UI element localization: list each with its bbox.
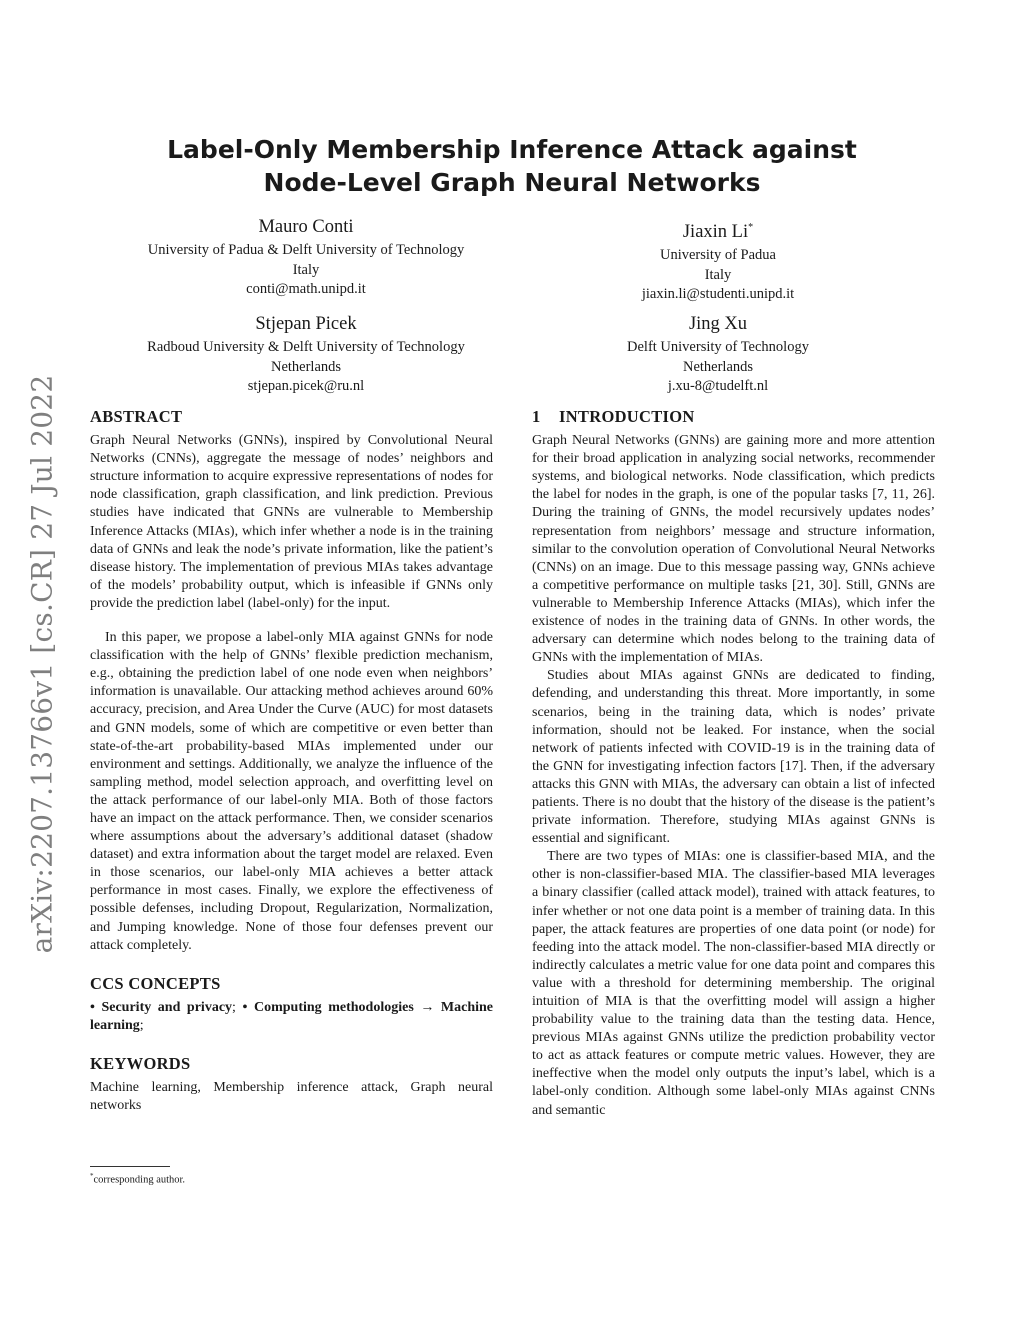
- ccs-concepts: [90, 999, 493, 1035]
- keywords-text: Machine learning, Membership inference attack, Graph neural networks: [90, 1080, 493, 1114]
- author-name: Stjepan Picek: [255, 314, 357, 334]
- right-column: [532, 408, 935, 1120]
- arxiv-id: arXiv:2207.13766v1 [cs.CR] 27 Jul 2022: [25, 374, 59, 954]
- intro-paragraph-3: There are two types of MIAs: one is classifier-based MIA, and the other is non-classifier-based MIA. The classifier-based MIA leverages a binary classifier (called attack model), trained with attack features, to infer whether or not one data point is a member of training data. In this paper, the attack features are properties of one data point (or node) for feeding into the attack model. The non-classifier-based MIA directly or indirectly calculates a metric value for one data point and compares this value with a threshold for determining membership. The original intuition of MIA is that the overfitting model will assign a higher probability value to the training data than the testing data. Hence, previous MIAs against GNNs utilize the prediction probability vector to act as attack features or compute metric values. However, they are ineffective when the model only outputs the input’s label, which is a label-only condition. Although some label-only MIAs against CNNs and semantic: [532, 849, 935, 1118]
- author-country: Netherlands: [270, 358, 342, 375]
- author-name: [498, 216, 938, 244]
- corresponding-author-mark: *: [748, 222, 754, 233]
- abstract-paragraph-1: Graph Neural Networks (GNNs), inspired by Convolutional Neural Networks (CNNs), aggregate the message of nodes’ neighbors and structure information to acquire expressive representations of nodes for node classification, graph classification, and link prediction. Previous studies have indicated that GNNs are vulnerable to Membership Inference Attacks (MIAs), which infer whether a node is in the training data of GNNs and leak the node’s private information, like the patient’s disease history. The implementation of previous MIAs takes advantage of the models’ probability output, which is infeasible if GNNs only provide the prediction label (label-only) for the input.: [90, 433, 493, 611]
- author-affiliation: Radboud University & Delft University of Technology: [147, 339, 465, 355]
- intro-paragraph-1: Graph Neural Networks (GNNs) are gaining more and more attention for their broad application in analyzing social networks, recommender systems, and biological networks. Node classification, which predicts the label for nodes in the graph, is one of the popular tasks [7, 11, 26]. During the training of GNNs, the model recursively updates nodes’ representation from neighbors’ message and structure information, similar to the convolution operation of Convolutional Neural Networks (CNNs) on an image. Due to this message passing way, GNNs achieve a competitive performance on multiple tasks [21, 30]. Still, GNNs are vulnerable to Membership Inference Attacks (MIAs), which infer the existence of nodes in the training data of GNNs. In other words, the adversary can determine which nodes belong to the training data of GNNs with the implementation of MIAs.: [532, 433, 935, 666]
- footnote-text: corresponding author.: [93, 1174, 186, 1186]
- author-affiliation: Delft University of Technology: [627, 339, 809, 355]
- author-name: Jing Xu: [688, 314, 748, 334]
- author-email: j.xu-8@tudelft.nl: [667, 378, 769, 394]
- paper-title: [0, 133, 1024, 199]
- footnote-mark: *: [90, 1172, 94, 1180]
- author-block-conti: [86, 216, 526, 300]
- intro-paragraph-2: Studies about MIAs against GNNs are dedicated to finding, defending, and understanding this threat. More importantly, in some scenarios, being in the training data, which is nodes’ private information, should not be leaked. For instance, when the social network of patients infected with COVID-19 is in the training data of the GNN for investigating infection factors [17]. Then, if the adversary attacks this GNN with MIAs, the adversary can obtain a list of infected patients. There is no doubt that the history of the disease is the patient’s private information. Therefore, studying MIAs against GNNs is essential and significant.: [532, 668, 935, 847]
- author-block-picek: [86, 313, 526, 397]
- author-country: Italy: [292, 261, 320, 278]
- introduction-heading: [532, 408, 935, 426]
- author-country: Italy: [704, 266, 732, 283]
- footnote-rule: [90, 1166, 170, 1167]
- title-line-1: Label-Only Membership Inference Attack against: [167, 135, 857, 164]
- keywords-heading: KEYWORDS: [90, 1054, 191, 1073]
- left-column: [90, 408, 493, 1115]
- ccs-heading: CCS CONCEPTS: [90, 973, 221, 993]
- ccs-security-privacy: • Security and privacy: [90, 999, 233, 1015]
- author-name-text: Jiaxin Li: [682, 222, 749, 243]
- ccs-computing-methodologies: • Computing methodologies → Machine learning: [90, 999, 494, 1033]
- footnote: [90, 1172, 185, 1186]
- author-block-xu: [498, 313, 938, 397]
- author-affiliation: University of Padua: [660, 247, 776, 264]
- ccs-separator: ;: [232, 999, 243, 1015]
- author-block-li: [498, 216, 938, 305]
- abstract-paragraph-2: In this paper, we propose a label-only MIA against GNNs for node classification with the help of GNNs’ flexible prediction mechanism, e.g., obtaining the prediction label of one node even when neighbors’ information is unavailable. Our attacking method achieves around 60% accuracy, precision, and Area Under the Curve (AUC) for most datasets and GNN models, some of which are competitive or even better than state-of-the-art probability-based MIAs implemented under our environment and settings. Additionally, we analyze the influence of the sampling method, model selection approach, and overfitting level on the attack performance of our label-only MIA. Both of those factors have an impact on the attack performance. Then, we consider scenarios where assumptions about the adversary’s additional dataset (shadow dataset) and extra information about the target model are relaxed. Even in those scenarios, our label-only MIA achieves a better attack performance in most cases. Finally, we explore the effectiveness of possible defenses, including Dropout, Regularization, Normalization, and Jumping knowledge. None of those four defenses prevent our attack completely.: [90, 630, 493, 953]
- ccs-end: ;: [139, 1017, 144, 1033]
- author-affiliation: University of Padua & Delft University of Technology: [147, 242, 465, 258]
- author-email: jiaxin.li@studenti.unipd.it: [641, 286, 795, 303]
- author-name: Mauro Conti: [258, 217, 354, 237]
- abstract-heading: ABSTRACT: [90, 407, 183, 426]
- author-email: stjepan.picek@ru.nl: [247, 378, 365, 394]
- author-email: conti@math.unipd.it: [246, 281, 366, 297]
- title-line-2: Node-Level Graph Neural Networks: [263, 168, 761, 197]
- author-country: Netherlands: [682, 358, 754, 375]
- section-number: 1: [532, 407, 541, 426]
- section-title: INTRODUCTION: [559, 407, 695, 426]
